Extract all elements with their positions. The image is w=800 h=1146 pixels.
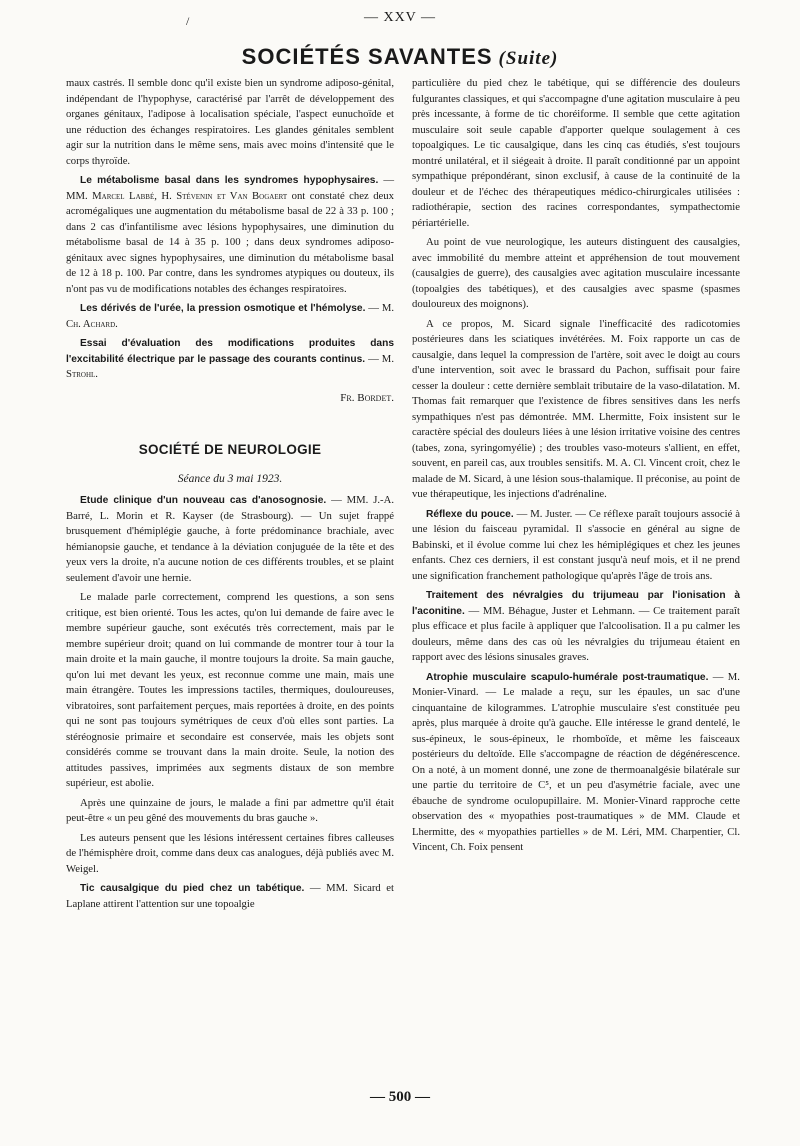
article-title: Etude clinique d'un nouveau cas d'anosognosie. xyxy=(80,495,327,506)
paragraph: particulière du pied chez le tabétique, qui se différencie des douleurs fulgurantes classiques, et qui s'accompagne d'une agitation musculaire à peu près incessante, à forme de tic choréiforme. Il semble que cette agitation musculaire soit seule capable d'apporter quelque soulagement à ces topoalgiques. Le tic causalgique, dans les cinq cas étudiés, s'est toujours montré unilatéral, et il siégeait à droite. Il paraît conditionné par un appoint sympathique prépondérant, sinon exclusif, à cause de la continuité de la douleur et de l'échec des thérapeutiques médico-chirurgicales utilisées : radiothérapie, section des racines correspondantes, sympathectomie périartérielle. xyxy=(412,77,740,229)
session-date: Séance du 3 mai 1923. xyxy=(177,472,283,485)
article-title: Atrophie musculaire scapulo-humérale post-traumatique. xyxy=(426,671,709,683)
article-text: — MM. Béhague, Juster et Lehmann. — Ce traitement paraît plus efficace et plus facile à appliquer que l'alcoolisation. Il a pu calmer les douleurs, même dans des cas où les névralgies du trijumeau étaient en rapport avec des lésions sinusales graves. xyxy=(412,604,740,663)
paragraph xyxy=(412,588,740,666)
paragraph xyxy=(66,881,394,912)
paragraph xyxy=(66,173,394,297)
article-authors: — M. Ch. Achard. xyxy=(66,302,394,330)
section-subtitle: (Suite) xyxy=(498,48,559,69)
margin-mark: / xyxy=(186,14,190,28)
section-header xyxy=(0,44,800,70)
paragraph: Les auteurs pensent que les lésions intéressent certaines fibres calleuses de l'hémisphère droit, comme dans deux cas analogues, déjà publiés avec M. Weigel. xyxy=(66,831,394,875)
paragraph: Le malade parle correctement, comprend les questions, a son sens critique, est bien orienté. Tous les actes, qu'on lui demande de faire avec le membre supérieur gauche, sont exécutés très correctement, mais par le membre supérieur droit; quand on lui commande de montrer tour à tour la main droite et la main gauche, il montre toujours la droite. Sa main gauche, qu'on lui met devant les yeux, est reconnue comme une main, mais une main étrangère. Toutes les impressions tactiles, thermiques, douloureuses, vibratoires, sont parfaitement perçues, mais reportées à droite, en des points qui ne sont pas toujours symétriques de ceux d'où elles sont parties. La stéréognosie primaire et secondaire est conservée, mais les objets sont considérés comme se trouvant dans la main droite. Seule, la notion des attitudes passives, imprimées aux segments distaux de son membre supérieur, est abolie. xyxy=(66,591,394,789)
paragraph xyxy=(66,301,394,332)
article-text: ont constaté chez deux acromégaliques une augmentation du métabolisme basal de 22 à 33 p. 100 ; dans 2 cas d'infantilisme avec lésions hypophysaires, une diminution du métabolisme basal de 14 à 35 p. 100 ; dans deux syndromes adiposo-génitaux avec signes hypophysaires, une diminution du métabolisme basal de 12 à 18 p. 100. Par contre, dans les syndromes atypiques ou douteux, ils n'ont pas vu de modifications notables des échanges respiratoires. xyxy=(66,189,394,295)
article-title: Tic causalgique du pied chez un tabétique. xyxy=(80,883,305,894)
signature: Fr. Bordet. xyxy=(340,391,394,404)
paragraph xyxy=(66,336,394,383)
paragraph: Après une quinzaine de jours, le malade a fini par admettre qu'il était peut-être « un peu gêné des mouvements du bras gauche ». xyxy=(66,796,394,824)
article-title: Traitement des névralgies du trijumeau par l'ionisation à l'aconitine. xyxy=(412,590,740,617)
article-authors: — M. Strohl. xyxy=(66,352,394,380)
article-text: — M. Monier-Vinard. — Le malade a reçu, sur les épaules, un sac d'une cinquantaine de kilogrammes. L'atrophie musculaire s'est constituée peu après, plus marquée à droite qu'à gauche. Elle intéresse le grand dentelé, le sus-épineux, le sous-épineux, le rhomboïde, et même les faisceaux postérieurs du deltoïde. Elle s'accompagne de réaction de dégénérescence. On a noté, à un moment donné, une zone de thermoanalgésie bilatérale sur une partie du territoire de C⁵, et un peu d'asymétrie faciale, avec une ébauche de syndrome oculopupillaire. M. Monier-Vinard rapproche cette observation des « myopathies post-traumatiques » de MM. Claude et Lhermitte, des « myopathies partielles » de M. Léri, MM. Charpentier, Cl. Vincent, Ch. Foix pensent xyxy=(412,670,740,853)
right-column xyxy=(412,76,740,860)
paragraph xyxy=(412,670,740,856)
article-title: Les dérivés de l'urée, la pression osmotique et l'hémolyse. xyxy=(80,303,366,314)
section-title: SOCIÉTÉS SAVANTES xyxy=(241,44,493,69)
article-title: Le métabolisme basal dans les syndromes hypophysaires. xyxy=(80,175,379,186)
paragraph: A ce propos, M. Sicard signale l'inefficacité des radicotomies postérieures dans les sciatiques invétérées. M. Foix rapporte un cas de causalgie, dans lequel la compression de l'artère, soit avec le doigt au cours d'une intervention, soit avec le brassard du Pachon, suffisait pour faire cesser la douleur : cette dernière semblait tributaire de la vaso-dilatation. M. Thomas fait remarquer que l'existence de fibres sensitives dans les nerfs sympathiques n'est pas démontrée. MM. Lhermitte, Foix insistent sur le caractère spécial des douleurs liées à une lésion irritative voisine des centres (tabes, zona, syringomyélie) ; des troubles vaso-moteurs s'allient, en effet, souvent, en pareil cas, aux troubles sensitifs. M. A. Cl. Vincent croit, chez le malade de M. Sicard, à une lésion sous-thalamique. Il préconise, au point de vue thérapeutique, les injections d'adrénaline. xyxy=(412,317,740,500)
article-title: Essai d'évaluation des modifications produites dans l'excitabilité électrique par le passage des courants continus. xyxy=(66,338,394,365)
article-text: — M. Juster. — Ce réflexe paraît toujours associé à une lésion du faisceau pyramidal. Il s'associe en général au signe de Babinski, et il évolue comme lui chez les hémiplégiques et chez les jeunes enfants. Chez ces derniers, il est constant jusqu'à neuf mois, et il ne prend une signification franchement pathologique qu'après l'âge de trois ans. xyxy=(412,507,740,582)
paragraph: maux castrés. Il semble donc qu'il existe bien un syndrome adiposo-génital, indépendant de l'hypophyse, caractérisé par l'arrêt de développement des organes génitaux, l'adipose à localisation spéciale, l'aspect eunuchoïde et une réduction des échanges respiratoires. Les glandes génitales semblent agir sur la nutrition dans le même sens, mais avec moins d'intensité que le corps thyroïde. xyxy=(66,77,394,167)
left-column xyxy=(66,76,394,916)
article-text: — MM. J.-A. Barré, L. Morin et R. Kayser (de Strasbourg). — Un sujet frappé brusquement d'hémiplégie gauche, à forte prédominance brachiale, avec hémianopsie gauche, et tendance à la déviation conjuguée de la tête et des yeux vers la droite, n'a aucune notion de ces différents troubles, et se plaint seulement d'avoir une hernie. xyxy=(66,494,394,584)
article-authors: — MM. Marcel Labbé, H. Stévenin et Van Bogaert xyxy=(66,174,394,202)
paragraph xyxy=(412,507,740,585)
roman-page-number: — XXV — xyxy=(363,10,437,25)
paragraph: Au point de vue neurologique, les auteurs distinguent des causalgies, avec immobilité du membre atteint et appréhension de tout mouvement (causalgies de guerre), des causalgies avec agitation musculaire incessante (topoalgies des tabétiques), et des causalgies avec spasme (spasmes douloureux des moignons). xyxy=(412,236,740,310)
article-title: Réflexe du pouce. xyxy=(426,508,514,520)
society-title: SOCIÉTÉ DE NEUROLOGIE xyxy=(138,442,322,457)
page-number: — 500 — xyxy=(370,1089,430,1105)
article-text: — MM. Sicard et Laplane attirent l'attention sur une topoalgie xyxy=(66,882,394,910)
paragraph xyxy=(66,493,394,586)
